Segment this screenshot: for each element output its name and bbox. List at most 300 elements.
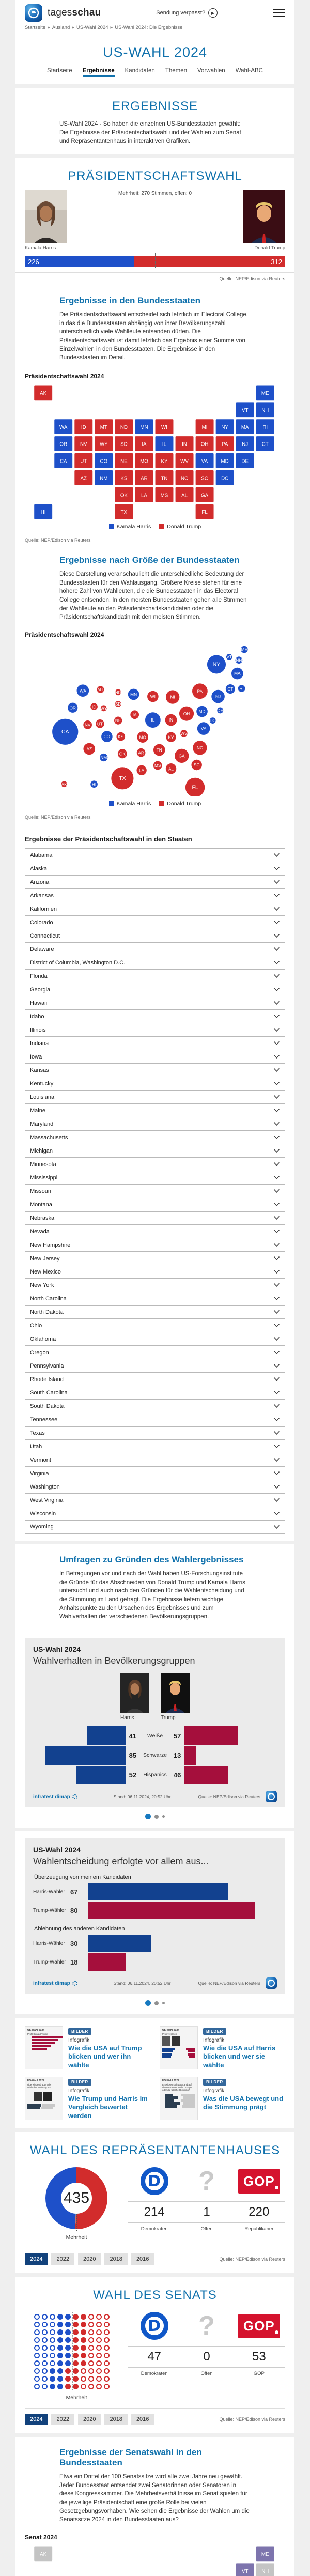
- bubble-map-label: Präsidentschaftswahl 2024: [25, 631, 104, 639]
- dot[interactable]: [162, 2002, 165, 2004]
- state-tile-NE[interactable]: [115, 453, 133, 469]
- state-bubble-UT[interactable]: [96, 719, 104, 728]
- senate-seat: [104, 2337, 110, 2343]
- state-accordion-row[interactable]: [25, 1292, 285, 1305]
- trump-bar: [88, 1953, 126, 1971]
- state-tile-LA[interactable]: [135, 487, 153, 502]
- state-name: Minnesota: [30, 1161, 56, 1168]
- demographics-row: [33, 1765, 277, 1785]
- state-tile-SC[interactable]: [195, 470, 214, 485]
- tab-themen[interactable]: Themen: [165, 68, 187, 74]
- state-accordion-row[interactable]: [25, 1507, 285, 1520]
- senate-seat: [34, 2337, 40, 2343]
- state-name: Kentucky: [30, 1080, 54, 1087]
- state-tile-AL[interactable]: [175, 487, 194, 502]
- state-tile-NH[interactable]: [256, 402, 274, 418]
- state-accordion-row[interactable]: [25, 1426, 285, 1439]
- harris-value: 52: [129, 1771, 137, 1779]
- senate-seat: [88, 2314, 94, 2320]
- state-bubble-MA[interactable]: [231, 668, 243, 680]
- state-tile-NV[interactable]: [74, 436, 93, 452]
- svg-text:WV: WV: [180, 458, 189, 465]
- senate-seat: [34, 2322, 40, 2327]
- state-bubble-NV[interactable]: [83, 720, 92, 729]
- year-tab-2018[interactable]: 2018: [104, 2253, 127, 2265]
- state-accordion-row[interactable]: [25, 1077, 285, 1090]
- senate-seat: [42, 2353, 48, 2358]
- state-accordion-row[interactable]: [25, 1157, 285, 1171]
- year-tab-2016[interactable]: 2016: [131, 2253, 154, 2265]
- senate-seat: [57, 2353, 63, 2358]
- state-tile-CA[interactable]: [54, 453, 73, 469]
- state-tile-NJ[interactable]: [236, 436, 254, 452]
- state-accordion-row[interactable]: [25, 1453, 285, 1466]
- svg-text:NH: NH: [261, 2569, 269, 2575]
- state-accordion-row[interactable]: [25, 1480, 285, 1493]
- state-bubble-GA[interactable]: [175, 749, 189, 763]
- state-name: Wisconsin: [30, 1510, 56, 1517]
- tab-ergebnisse[interactable]: Ergebnisse: [83, 68, 115, 77]
- senate-card: [16, 2277, 295, 2433]
- senate-seat: [104, 2360, 110, 2366]
- state-accordion-row[interactable]: [25, 969, 285, 983]
- state-bubble-NC[interactable]: [193, 741, 207, 755]
- state-tile-DE[interactable]: [236, 453, 254, 469]
- state-accordion-row[interactable]: [25, 1130, 285, 1144]
- state-bubble-MN[interactable]: [128, 689, 140, 700]
- chevron-down-icon: [273, 853, 280, 857]
- state-tile-TX[interactable]: [115, 504, 133, 519]
- state-bubble-AL[interactable]: [166, 763, 176, 774]
- chevron-down-icon: [273, 1444, 280, 1449]
- state-accordion-row[interactable]: [25, 888, 285, 902]
- senate-seat: [88, 2322, 94, 2327]
- state-tile-NM[interactable]: [95, 470, 113, 485]
- breadcrumb-item[interactable]: US-Wahl 2024: [76, 25, 109, 30]
- senate-seat: [65, 2337, 71, 2343]
- teaser-kicker: Infografik: [68, 2037, 90, 2044]
- teaser-title[interactable]: Was die USA bewegt und die Stimmung prägt: [203, 2095, 284, 2111]
- state-tile-MI[interactable]: [195, 419, 214, 435]
- senate-seat: [50, 2329, 55, 2335]
- states-accordion: [25, 848, 285, 1534]
- year-tab-2020[interactable]: 2020: [78, 2253, 101, 2265]
- state-bubble-CA[interactable]: [52, 719, 78, 745]
- state-bubble-HI[interactable]: [90, 780, 98, 788]
- state-tile-NH[interactable]: [256, 2563, 274, 2576]
- state-accordion-row[interactable]: [25, 1359, 285, 1372]
- state-accordion-row[interactable]: [25, 956, 285, 969]
- svg-text:FL: FL: [202, 510, 208, 516]
- state-accordion-row[interactable]: [25, 1332, 285, 1345]
- state-tile-NC[interactable]: [175, 470, 194, 485]
- svg-text:DC: DC: [209, 718, 216, 724]
- state-accordion-row[interactable]: [25, 875, 285, 888]
- state-tile-SD[interactable]: [115, 436, 133, 452]
- state-bubble-TX[interactable]: [111, 767, 133, 789]
- chevron-down-icon: [273, 1377, 280, 1382]
- svg-text:OR: OR: [59, 441, 68, 448]
- state-tile-FL[interactable]: [195, 504, 214, 519]
- state-bubble-MI[interactable]: [166, 690, 179, 703]
- state-accordion-row[interactable]: [25, 1251, 285, 1265]
- source-note: Quelle: NEP/Edison via Reuters: [16, 534, 295, 550]
- state-bubble-DE[interactable]: [217, 708, 223, 714]
- state-tile-IL[interactable]: [155, 436, 174, 452]
- state-bubble-KY[interactable]: [166, 732, 176, 742]
- year-tab-2022[interactable]: 2022: [51, 2414, 74, 2425]
- chevron-down-icon: [273, 1471, 280, 1476]
- state-bubble-MS[interactable]: [153, 761, 162, 770]
- svg-text:NJ: NJ: [215, 694, 221, 699]
- state-bubble-WI[interactable]: [147, 691, 159, 702]
- state-tile-UT[interactable]: [74, 453, 93, 469]
- state-bubble-IN[interactable]: [165, 714, 177, 726]
- state-accordion-row[interactable]: [25, 1466, 285, 1480]
- svg-text:SD: SD: [120, 441, 128, 448]
- state-bubble-IA[interactable]: [130, 710, 139, 719]
- state-tile-DC[interactable]: [215, 470, 234, 485]
- dot[interactable]: [162, 1815, 165, 1818]
- state-tile-CO[interactable]: [95, 453, 113, 469]
- state-bubble-KS[interactable]: [116, 732, 125, 741]
- state-accordion-row[interactable]: [25, 1144, 285, 1157]
- svg-text:VT: VT: [241, 2569, 249, 2575]
- state-tile-VA[interactable]: [195, 453, 214, 469]
- state-accordion-row[interactable]: [25, 1413, 285, 1426]
- motivation-group-label: Überzeugung von meinem Kandidaten: [34, 1874, 131, 1881]
- teaser-title[interactable]: Wie die USA auf Trump blicken und wer ihn wählte: [68, 2044, 142, 2069]
- state-accordion-row[interactable]: [25, 942, 285, 956]
- state-accordion-row[interactable]: [25, 1171, 285, 1184]
- svg-text:OK: OK: [119, 752, 126, 757]
- teaser-title[interactable]: Wie die USA auf Harris blicken und wer sie wählte: [203, 2044, 276, 2069]
- state-tile-OR[interactable]: [54, 436, 73, 452]
- state-accordion-row[interactable]: [25, 1198, 285, 1211]
- state-accordion-row[interactable]: [25, 1184, 285, 1198]
- state-bubble-IL[interactable]: [145, 712, 161, 728]
- tagesschau-mini-logo: [266, 1977, 277, 1989]
- state-bubble-NY[interactable]: [207, 655, 226, 673]
- state-accordion-row[interactable]: [25, 1090, 285, 1103]
- state-bubble-NJ[interactable]: [211, 690, 225, 703]
- state-accordion-row[interactable]: [25, 1023, 285, 1036]
- senate-seat-chart[interactable]: [34, 2314, 119, 2389]
- state-tile-ME[interactable]: [256, 385, 274, 401]
- bubble-map[interactable]: [16, 638, 295, 796]
- state-tile-KS[interactable]: [115, 470, 133, 485]
- state-accordion-row[interactable]: [25, 1009, 285, 1023]
- state-bubble-NM[interactable]: [100, 754, 107, 761]
- state-tile-GA[interactable]: [195, 487, 214, 502]
- senate-seat: [73, 2337, 79, 2343]
- state-tile-ME[interactable]: [256, 2546, 274, 2562]
- state-accordion-row[interactable]: [25, 1399, 285, 1413]
- svg-text:CO: CO: [103, 734, 111, 740]
- state-name: Colorado: [30, 919, 53, 926]
- carousel-dots[interactable]: [16, 1807, 295, 1828]
- state-accordion-row[interactable]: [25, 848, 285, 862]
- demographics-row: [33, 1745, 277, 1765]
- state-tile-IN[interactable]: [175, 436, 194, 452]
- state-tile-AK[interactable]: [34, 2546, 53, 2562]
- state-bubble-VT[interactable]: [226, 654, 233, 660]
- majority-marker: [155, 253, 156, 268]
- state-bubble-WA[interactable]: [77, 684, 89, 697]
- tagesschau-logo-icon[interactable]: [25, 4, 42, 22]
- state-bubble-OR[interactable]: [68, 703, 78, 713]
- senate-seat: [34, 2345, 40, 2351]
- state-tile-VT[interactable]: [236, 2563, 254, 2576]
- senate-seat: [50, 2376, 55, 2382]
- state-tile-IA[interactable]: [135, 436, 153, 452]
- state-bubble-ME[interactable]: [241, 646, 248, 653]
- state-bubble-SC[interactable]: [191, 760, 202, 770]
- breadcrumb-item[interactable]: Startseite: [25, 25, 46, 30]
- state-accordion-row[interactable]: [25, 1439, 285, 1453]
- states-subheading[interactable]: Ergebnisse in den Bundesstaaten: [59, 296, 201, 306]
- state-tile-WV[interactable]: [175, 453, 194, 469]
- carousel-dots[interactable]: [16, 1994, 295, 2014]
- house-donut-chart[interactable]: [45, 2167, 107, 2229]
- motivation-row: [33, 1901, 277, 1920]
- state-name: Massachusetts: [30, 1134, 68, 1141]
- state-accordion-row[interactable]: [25, 1036, 285, 1050]
- state-tile-WA[interactable]: [54, 419, 73, 435]
- chevron-down-icon: [273, 1283, 280, 1287]
- state-tile-AK[interactable]: [34, 385, 53, 401]
- dot-active[interactable]: [145, 1814, 151, 1819]
- state-accordion-row[interactable]: [25, 1265, 285, 1278]
- state-accordion-row[interactable]: [25, 1520, 285, 1534]
- state-bubble-NH[interactable]: [236, 656, 243, 664]
- state-accordion-row[interactable]: [25, 1345, 285, 1359]
- teaser-card[interactable]: [25, 2077, 150, 2120]
- state-accordion-row[interactable]: [25, 862, 285, 875]
- state-accordion-row[interactable]: [25, 1063, 285, 1077]
- state-name: Wyoming: [30, 1524, 54, 1530]
- state-accordion-row[interactable]: [25, 1103, 285, 1117]
- state-bubble-MD[interactable]: [196, 706, 208, 717]
- state-tile-MN[interactable]: [135, 419, 153, 435]
- svg-text:NE: NE: [115, 718, 121, 724]
- svg-text:NH: NH: [261, 407, 269, 413]
- state-tile-ND[interactable]: [115, 419, 133, 435]
- teaser-card[interactable]: [160, 2077, 285, 2120]
- state-accordion-row[interactable]: [25, 929, 285, 942]
- state-bubble-SD[interactable]: [115, 701, 121, 707]
- state-bubble-PA[interactable]: [192, 683, 208, 699]
- state-tile-ID[interactable]: [74, 419, 93, 435]
- state-tile-AR[interactable]: [135, 470, 153, 485]
- harris-bar: 226: [25, 256, 134, 267]
- house-dem-value: 214: [128, 2201, 180, 2223]
- senate-seat: [50, 2314, 55, 2320]
- state-accordion-row[interactable]: [25, 1386, 285, 1399]
- state-bubble-AZ[interactable]: [83, 743, 95, 755]
- chevron-down-icon: [273, 1202, 280, 1207]
- state-bubble-LA[interactable]: [136, 765, 146, 775]
- state-bubble-AR[interactable]: [137, 748, 146, 757]
- svg-text:IN: IN: [168, 718, 174, 723]
- tab-vorwahlen[interactable]: Vorwahlen: [197, 68, 225, 74]
- year-tab-2024[interactable]: 2024: [25, 2253, 48, 2265]
- breadcrumb[interactable]: [16, 24, 295, 35]
- senate-seat: [65, 2360, 71, 2366]
- svg-text:LA: LA: [139, 768, 145, 773]
- state-accordion-row[interactable]: [25, 1238, 285, 1251]
- chevron-down-icon: [273, 1337, 280, 1341]
- legend-item: Kamala Harris: [109, 524, 151, 530]
- state-accordion-row[interactable]: [25, 996, 285, 1009]
- state-accordion-row[interactable]: [25, 1050, 285, 1063]
- state-tile-NY[interactable]: [215, 419, 234, 435]
- tab-kandidaten[interactable]: Kandidaten: [125, 68, 155, 74]
- state-name: Delaware: [30, 946, 54, 953]
- state-name: Pennsylvania: [30, 1362, 64, 1369]
- year-tab-2020[interactable]: 2020: [78, 2414, 101, 2425]
- year-tab-2018[interactable]: 2018: [104, 2414, 127, 2425]
- teaser-thumbnail: US-Wahl 2024 Entwickelt sich das Land auf diesem Gebiet in die richtige oder die falsche Richtung?: [160, 2077, 198, 2120]
- state-accordion-row[interactable]: [25, 1493, 285, 1507]
- state-tile-OH[interactable]: [195, 436, 214, 452]
- svg-text:TX: TX: [119, 776, 126, 782]
- svg-text:AK: AK: [40, 391, 47, 397]
- tab-startseite[interactable]: Startseite: [47, 68, 72, 74]
- state-tile-HI[interactable]: [34, 504, 53, 519]
- senate-seat: [57, 2376, 63, 2382]
- state-tile-RI[interactable]: [256, 419, 274, 435]
- state-bubble-ID[interactable]: [90, 703, 98, 710]
- state-tile-VT[interactable]: [236, 402, 254, 418]
- state-accordion-row[interactable]: [25, 1372, 285, 1386]
- svg-text:UT: UT: [80, 458, 87, 465]
- tab-wahl-abc[interactable]: Wahl-ABC: [235, 68, 263, 74]
- breadcrumb-item[interactable]: US-Wahl 2024: Die Ergebnisse: [115, 25, 183, 30]
- state-bubble-DC[interactable]: [210, 717, 216, 724]
- chevron-down-icon: [273, 1243, 280, 1247]
- svg-text:SC: SC: [193, 763, 200, 768]
- state-bubble-NE[interactable]: [114, 717, 122, 725]
- svg-text:KY: KY: [161, 458, 168, 465]
- state-tile-AZ[interactable]: [74, 470, 93, 485]
- bilder-badge: BILDER: [203, 2079, 226, 2086]
- state-tile-MT[interactable]: [95, 419, 113, 435]
- state-bubble-ND[interactable]: [115, 689, 121, 695]
- senate-seat: [73, 2329, 79, 2335]
- senate-seat: [104, 2345, 110, 2351]
- state-tile-MO[interactable]: [135, 453, 153, 469]
- senate-seat: [88, 2368, 94, 2374]
- state-name: Arkansas: [30, 892, 54, 899]
- svg-text:CA: CA: [61, 729, 69, 735]
- state-accordion-row[interactable]: [25, 1318, 285, 1332]
- state-bubble-CT[interactable]: [226, 684, 235, 694]
- tagesschau-wordmark[interactable]: tagesschau: [48, 7, 101, 18]
- state-bubble-MT[interactable]: [97, 686, 104, 693]
- state-name: Tennessee: [30, 1416, 58, 1423]
- svg-text:MA: MA: [234, 671, 241, 677]
- senate-map[interactable]: [16, 2541, 295, 2576]
- state-tile-WY[interactable]: [95, 436, 113, 452]
- state-bubble-TN[interactable]: [153, 744, 165, 756]
- teaser-title[interactable]: Wie Trump und Harris im Vergleich bewertet werden: [68, 2095, 148, 2120]
- state-tile-MA[interactable]: [236, 419, 254, 435]
- motivation-chart-card: [25, 1838, 285, 1994]
- state-tile-TN[interactable]: [155, 470, 174, 485]
- chart-title: Wahlentscheidung erfolgte vor allem aus...: [33, 1856, 209, 1867]
- chevron-down-icon: [273, 1135, 280, 1140]
- state-tile-MD[interactable]: [215, 453, 234, 469]
- president-map-label: Präsidentschaftswahl 2024: [25, 373, 104, 380]
- state-tile-KY[interactable]: [155, 453, 174, 469]
- dot-active[interactable]: [145, 2000, 151, 2006]
- state-tile-WI[interactable]: [155, 419, 174, 435]
- state-accordion-row[interactable]: [25, 915, 285, 929]
- svg-text:WA: WA: [79, 688, 86, 694]
- senate-seat: [88, 2329, 94, 2335]
- senate-rep-value: 53: [233, 2346, 285, 2368]
- state-accordion-row[interactable]: [25, 1211, 285, 1224]
- category-label: Hispanics: [143, 1772, 167, 1778]
- year-tab-2022[interactable]: 2022: [51, 2253, 74, 2265]
- breadcrumb-item[interactable]: Ausland: [52, 25, 70, 30]
- state-bubble-OH[interactable]: [179, 707, 194, 721]
- size-subheading[interactable]: Ergebnisse nach Größe der Bundesstaaten: [59, 555, 240, 565]
- state-bubble-AK[interactable]: [61, 781, 67, 787]
- state-bubble-MO[interactable]: [137, 731, 148, 743]
- state-bubble-OK[interactable]: [118, 749, 127, 758]
- state-accordion-row[interactable]: [25, 1117, 285, 1130]
- state-tile-OK[interactable]: [115, 487, 133, 502]
- senate-seat: [81, 2337, 86, 2343]
- year-tab-2024[interactable]: 2024: [25, 2414, 48, 2425]
- missed-broadcast-link[interactable]: Sendung verpasst? ▶: [156, 8, 218, 18]
- state-bubble-CO[interactable]: [101, 731, 113, 742]
- senate-seat: [65, 2345, 71, 2351]
- state-tile-MS[interactable]: [155, 487, 174, 502]
- state-accordion-row[interactable]: [25, 983, 285, 996]
- state-tile-PA[interactable]: [215, 436, 234, 452]
- state-bubble-VA[interactable]: [197, 722, 210, 735]
- svg-text:ND: ND: [115, 690, 121, 695]
- teaser-card[interactable]: [160, 2026, 285, 2069]
- teaser-card[interactable]: [25, 2026, 150, 2069]
- svg-text:CO: CO: [100, 458, 108, 465]
- state-accordion-row[interactable]: [25, 1278, 285, 1292]
- year-tab-2016[interactable]: 2016: [131, 2414, 154, 2425]
- state-bubble-FL[interactable]: [185, 778, 205, 796]
- state-bubble-WY[interactable]: [100, 705, 107, 711]
- state-bubble-WV[interactable]: [180, 730, 188, 737]
- svg-text:MO: MO: [140, 458, 148, 465]
- state-accordion-row[interactable]: [25, 902, 285, 915]
- state-bubble-RI[interactable]: [238, 685, 245, 692]
- state-accordion-row[interactable]: [25, 1224, 285, 1238]
- dot[interactable]: [154, 1815, 159, 1819]
- chevron-down-icon: [273, 1323, 280, 1328]
- president-map[interactable]: [16, 380, 295, 519]
- state-accordion-row[interactable]: [25, 1305, 285, 1318]
- state-tile-CT[interactable]: [256, 436, 274, 452]
- chevron-down-icon: [273, 960, 280, 965]
- dot[interactable]: [154, 2001, 159, 2005]
- surveys-heading: Umfragen zu Gründen des Wahlergebnisses: [59, 1555, 244, 1565]
- hamburger-menu-icon[interactable]: [273, 9, 285, 17]
- svg-text:IA: IA: [132, 712, 137, 717]
- svg-text:AR: AR: [138, 750, 144, 756]
- bilder-badge: BILDER: [68, 2028, 91, 2035]
